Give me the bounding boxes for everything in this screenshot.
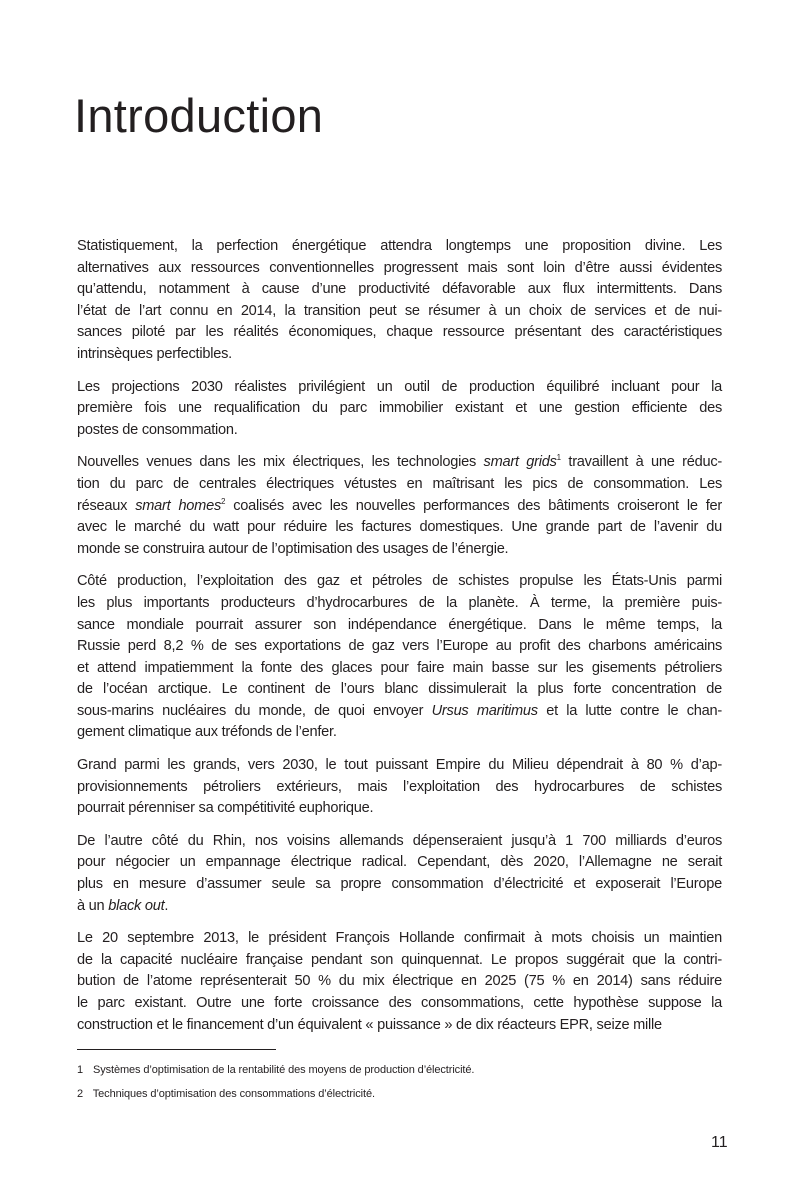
text-line bbox=[77, 496, 722, 518]
text-segment: sous-marins nucléaires du monde, de quoi envoyer bbox=[77, 702, 432, 719]
text-line bbox=[77, 993, 722, 1015]
text-line bbox=[77, 258, 722, 280]
text-segment: alternatives aux ressources conventionnelles progressent mais sont loin d’être aussi évidentes bbox=[77, 259, 722, 276]
text-segment: . bbox=[164, 897, 169, 914]
text-segment: postes de consommation. bbox=[77, 421, 238, 438]
paragraph bbox=[77, 236, 722, 366]
text-segment: les plus importants producteurs d’hydrocarbures de la planète. À terme, la première puis- bbox=[77, 594, 722, 611]
text-line bbox=[77, 636, 722, 658]
text-segment: Le 20 septembre 2013, le président François Hollande confirmait à mots choisis un maintien bbox=[77, 930, 722, 947]
text-line bbox=[77, 301, 722, 323]
text-line bbox=[77, 874, 722, 896]
text-segment: l’état de l’art connu en 2014, la transition peut se résumer à un choix de services et de nui- bbox=[77, 302, 722, 319]
text-line bbox=[77, 928, 722, 950]
paragraph bbox=[77, 377, 722, 442]
paragraph bbox=[77, 571, 722, 744]
paragraph bbox=[77, 452, 722, 560]
text-line bbox=[77, 658, 722, 680]
footnote-text: Techniques d’optimisation des consommations d’électricité. bbox=[92, 1088, 375, 1100]
text-segment: qu’attendu, notamment à cause d’une productivité défavorable aux flux intermittents. Dans bbox=[77, 281, 722, 298]
text-segment: construction et le financement d’un équivalent « puissance » de dix réacteurs EPR, seize mille bbox=[77, 1016, 662, 1033]
body-text bbox=[77, 236, 722, 1047]
paragraph bbox=[77, 928, 722, 1036]
text-segment: gement climatique aux tréfonds de l’enfer. bbox=[77, 724, 337, 741]
text-segment: travaillent à une réduc- bbox=[560, 454, 722, 471]
text-segment: de la capacité nucléaire française pendant son quinquennat. Le propos suggérait que la contri- bbox=[77, 951, 722, 968]
text-segment: Russie perd 8,2 % de ses exportations de gaz vers l’Europe au profit des charbons américains bbox=[77, 638, 722, 655]
text-segment: première fois une requalification du parc immobilier existant et une gestion efficiente des bbox=[77, 400, 722, 417]
text-segment: sance mondiale pourrait assurer son indépendance énergétique. Dans le même temps, la bbox=[77, 616, 722, 633]
footnote-divider bbox=[77, 1049, 276, 1050]
text-segment: Nouvelles venues dans les mix électriques, les technologies bbox=[77, 454, 484, 471]
text-segment: pourrait pérenniser sa compétitivité euphorique. bbox=[77, 800, 374, 817]
text-line bbox=[77, 344, 722, 366]
text-segment: Les projections 2030 réalistes privilégient un outil de production équilibré incluant pour la bbox=[77, 378, 722, 395]
italic-text: Ursus maritimus bbox=[431, 702, 538, 719]
text-segment: de l’océan arctique. Le continent de l’ours blanc dissimulerait la plus forte concentration de bbox=[77, 681, 722, 698]
text-segment: et la lutte contre le chan- bbox=[537, 702, 723, 719]
text-line bbox=[77, 615, 722, 637]
text-line bbox=[77, 279, 722, 301]
text-line bbox=[77, 452, 722, 474]
text-line bbox=[77, 593, 722, 615]
text-segment: le parc existant. Outre une forte croissance des consommations, cette hypothèse suppose la bbox=[77, 995, 722, 1011]
text-segment: à un bbox=[77, 897, 109, 914]
italic-text: smart grids bbox=[483, 454, 557, 471]
footnote-ref: 1 bbox=[556, 453, 561, 463]
text-segment: Statistiquement, la perfection énergétique attendra longtemps une proposition divine. Les bbox=[77, 238, 722, 254]
text-segment: bution de l’atome représenterait 50 % du mix électrique en 2025 (75 % en 2014) sans réduire bbox=[77, 973, 722, 990]
footnote-2 bbox=[77, 1088, 375, 1100]
text-segment: réseaux bbox=[77, 497, 136, 514]
text-line bbox=[77, 896, 722, 918]
footnote-ref: 2 bbox=[221, 496, 226, 506]
text-line bbox=[77, 755, 722, 777]
text-line bbox=[77, 571, 722, 593]
italic-text: black out bbox=[108, 897, 165, 914]
text-line bbox=[77, 777, 722, 799]
text-line bbox=[77, 679, 722, 701]
paragraph bbox=[77, 831, 722, 917]
text-line bbox=[77, 971, 722, 993]
page-number: 11 bbox=[711, 1134, 728, 1151]
text-line bbox=[77, 1015, 722, 1037]
text-line bbox=[77, 322, 722, 344]
text-line bbox=[77, 798, 722, 820]
text-segment: monde se construira autour de l’optimisation des usages de l’énergie. bbox=[77, 540, 509, 557]
text-line bbox=[77, 950, 722, 972]
text-line bbox=[77, 852, 722, 874]
text-segment: Côté production, l’exploitation des gaz et pétroles de schistes propulse les États-Unis parmi bbox=[77, 573, 722, 590]
italic-text: smart homes bbox=[135, 497, 221, 514]
footnote-number: 2 bbox=[77, 1088, 84, 1100]
text-segment: sances piloté par les réalités économiques, chaque ressource présentant des caractéristiques bbox=[77, 324, 722, 341]
text-line bbox=[77, 831, 722, 853]
text-line bbox=[77, 236, 722, 258]
text-segment: avec le marché du watt pour réduire les factures domestiques. Une grande part de l’avenir du bbox=[77, 519, 722, 536]
text-line bbox=[77, 474, 722, 496]
text-segment: provisionnements pétroliers extérieurs, mais l’exploitation des hydrocarbures de schistes bbox=[77, 778, 722, 795]
text-segment: et attend impatiemment la fonte des glaces pour faire main basse sur les gisements pétroliers bbox=[77, 659, 722, 676]
text-segment: plus en mesure d’assumer seule sa propre consommation d’électricité et exposerait l’Europe bbox=[77, 876, 722, 893]
footnote-text: Systèmes d’optimisation de la rentabilité des moyens de production d’électricité. bbox=[92, 1064, 475, 1076]
text-segment: intrinsèques perfectibles. bbox=[77, 345, 232, 362]
text-segment: coalisés avec les nouvelles performances des bâtiments croiseront le fer bbox=[225, 497, 722, 514]
text-line bbox=[77, 517, 722, 539]
paragraph bbox=[77, 755, 722, 820]
text-segment: pour négocier un empannage électrique radical. Cependant, dès 2020, l’Allemagne ne serait bbox=[77, 854, 722, 871]
text-line bbox=[77, 398, 722, 420]
text-segment: tion du parc de centrales électriques vétustes en maîtrisant les pics de consommation. Les bbox=[77, 475, 722, 492]
page-title: Introduction bbox=[74, 89, 324, 142]
text-line bbox=[77, 701, 722, 723]
text-line bbox=[77, 539, 722, 561]
text-segment: De l’autre côté du Rhin, nos voisins allemands dépenseraient jusqu’à 1 700 milliards d’euros bbox=[77, 832, 722, 849]
text-line bbox=[77, 722, 722, 744]
text-line bbox=[77, 377, 722, 399]
text-line bbox=[77, 420, 722, 442]
footnote-number: 1 bbox=[77, 1064, 84, 1076]
text-segment: Grand parmi les grands, vers 2030, le tout puissant Empire du Milieu dépendrait à 80 % d’ap- bbox=[77, 757, 722, 774]
footnote-1 bbox=[77, 1064, 474, 1076]
